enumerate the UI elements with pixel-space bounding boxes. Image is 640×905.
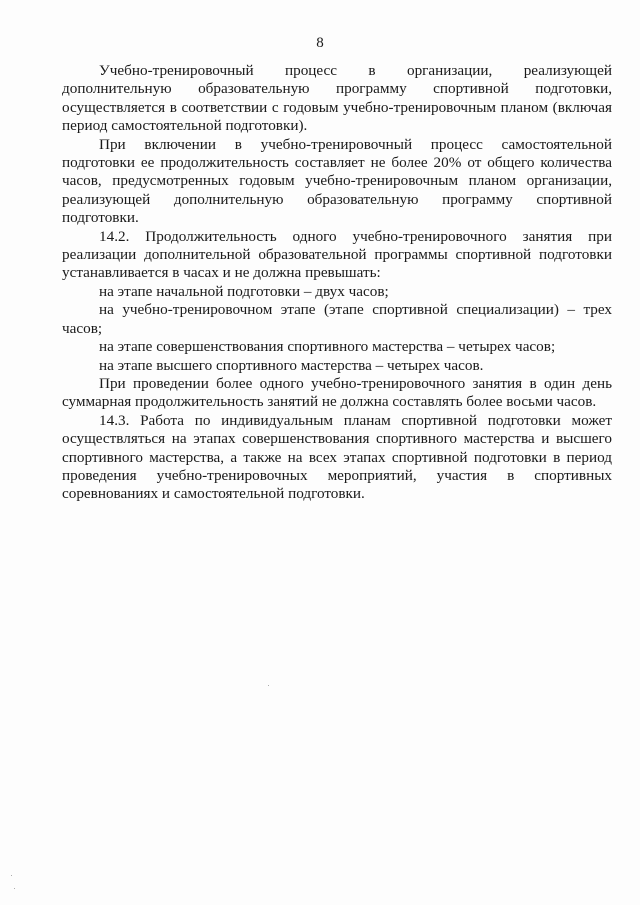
paragraph-14-2-duration: 14.2. Продолжительность одного учебно-тренировочного занятия при реализации дополнительной образовательной программы спортивной подготовки устанавливается в часах и не должна превышать:: [62, 227, 612, 282]
list-item-higher-mastery-stage: на этапе высшего спортивного мастерства – четырех часов.: [99, 356, 484, 374]
paragraph-training-process: Учебно-тренировочный процесс в организации, реализующей дополнительную образовательную программу спортивной подготовки, осуществляется в соответствии с годовым учебно-тренировочным планом (включая период самостоятельной подготовки).: [62, 62, 612, 135]
document-body: [62, 62, 612, 504]
paragraph-daily-limit: При проведении более одного учебно-тренировочного занятия в один день суммарная продолжительность занятий не должна составлять более восьми часов.: [62, 374, 612, 411]
paragraph-14-3-individual-plans: 14.3. Работа по индивидуальным планам спортивной подготовки может осуществляться на этапах совершенствования спортивного мастерства и высшего спортивного мастерства, а также на всех этапах спортивной подготовки в период проведения учебно-тренировочных мероприятий, участия в спортивных соревнованиях и самостоятельной подготовки.: [62, 411, 612, 503]
scan-speck: [268, 685, 269, 686]
paragraph-self-training: При включении в учебно-тренировочный процесс самостоятельной подготовки ее продолжительность составляет не более 20% от общего количества часов, предусмотренных годовым учебно-тренировочным планом организации, реализующей дополнительную образовательную программу спортивной подготовки.: [62, 135, 612, 227]
list-item-initial-stage: на этапе начальной подготовки – двух часов;: [99, 282, 389, 300]
scan-speck: [11, 875, 12, 876]
scan-speck: [14, 888, 15, 889]
list-item-training-stage: на учебно-тренировочном этапе (этапе спортивной специализации) – трех часов;: [62, 301, 612, 337]
page-number: 8: [316, 35, 324, 51]
list-item-improvement-stage: на этапе совершенствования спортивного мастерства – четырех часов;: [99, 338, 556, 356]
